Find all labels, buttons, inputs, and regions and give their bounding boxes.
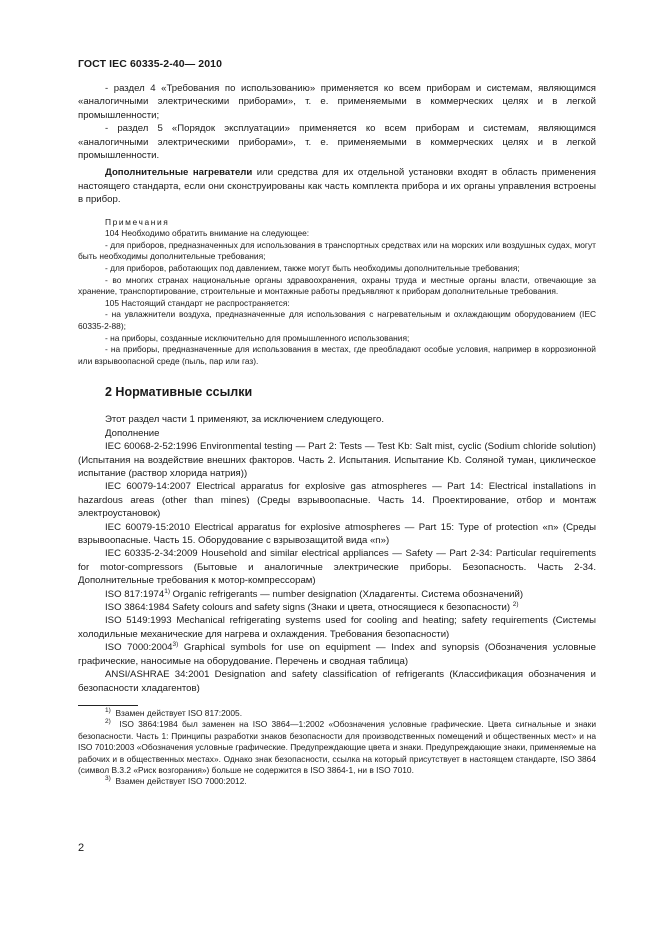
footnote: $^{2)}$ ISO 3864:1984 был заменен на ISO 3864—1:2002 «Обозначения условные графические. Цвета сигнальные и знаки безопасности. Часть 1: Принципы разработки знаков безопасности для производственных помещений и общественных мест» и на ISO 7010:2003 «Обозначения условные графические. Предупреждающие цвета и знаки. Предупреждающие знаки, применяемые на рабочих и в общественных местах». Однако знак безопасности, ссылка на который присутствует в настоящем стандарте, ISO 3864 (символ В.3.2 «Риск возгорания») больше не содержится в ISO 3864-1, ни в ISO 7010. (78, 718, 597, 775)
document-header: ГОСТ IEC 60335-2-40— 2010 (78, 58, 223, 70)
footnote-ref: 3) (172, 641, 179, 649)
section-intro: Этот раздел части 1 применяют, за исключением следующего. (105, 414, 385, 426)
reference-item: ISO 7000:2004$^{3)}$ Graphical symbols for use on equipment — Index and synopsis (Обозначения условные графические, наносимые на оборудование. Перечень и сводная таблица) (78, 641, 596, 667)
intro-paragraph-1: - раздел 4 «Требования по использованию» применяется ко всем приборам и системам, являющимся «аналогичными электрическими приборами», т. е. применяемыми в коммерческих целях и в легкой промышленности; (78, 83, 596, 121)
reference-item: IEC 60068-2-52:1996 Environmental testing — Part 2: Tests — Test Kb: Salt mist, cyclic (Sodium chloride solution) (Испытания на воздействие внешних факторов. Часть 2. Испытания. Испытание Kb. Соляной туман, циклическое испытание (раствор хлорида натрия)) (78, 441, 596, 479)
footnote-ref: 2) (512, 600, 519, 608)
reference-item: ISO 817:1974$^{1)}$ Organic refrigerants — number designation (Хладагенты. Система обозначений) (105, 587, 524, 600)
section-addition: Дополнение (105, 427, 160, 439)
note-line: - на увлажнители воздуха, предназначенные для использования с нагревательным и охлаждающим оборудованием (IEC 60335-2-88); (78, 309, 596, 331)
footnote-divider (78, 705, 138, 706)
note-line: - для приборов, предназначенных для использования в транспортных средствах или на морских или воздушных судах, могут быть необходимы дополнительные требования; (78, 239, 596, 262)
supplementary-heaters-paragraph (78, 166, 596, 206)
reference-item: IEC 60079-15:2010 Electrical apparatus for explosive atmospheres — Part 15: Type of protection «n» (Среды взрывоопасные. Часть 15. Оборудование с взрывозащитой вида «n») (78, 521, 596, 547)
intro-paragraph-2: - раздел 5 «Порядок эксплуатации» применяется ко всем приборам и системам, являющимся «аналогичными электрическими приборами», т. е. применяемыми в коммерческих целях и в легкой промышленности. (78, 123, 596, 162)
notes-block (78, 217, 596, 368)
supplementary-heaters-text: или средства для их отдельной установки входят в область применения настоящего стандарта, если они сконструированы как часть комплекта прибора и их органы управления встроены в прибор. (78, 167, 596, 206)
reference-item: ISO 3864:1984 Safety colours and safety signs (Знаки и цвета, относящиеся к безопасности) $^{2)}$ (105, 600, 519, 614)
page-number: 2 (78, 842, 85, 854)
note-line: - на приборы, созданные исключительно для промышленного использования; (105, 332, 410, 343)
section-title: 2 Нормативные ссылки (105, 385, 253, 400)
reference-item: IEC 60335-2-34:2009 Household and similar electrical appliances — Safety — Part 2-34: Particular requirements for motor-compressors (Бытовые и аналогичные электрические приборы. Безопасность. Часть 2-34. Дополнительные требования к мотор-компрессорам) (78, 548, 596, 587)
reference-item: IEC 60079-14:2007 Electrical apparatus for explosive gas atmospheres — Part 14: Electrical installations in hazardous areas (other than mines) (Среды взрывоопасные. Часть 14. Проектирование, отбор и монтаж электроустановок) (78, 481, 596, 520)
note-line: - во многих странах национальные органы здравоохранения, охраны труда и местные органы власти, отвечающие за хранение, транспортирование, строительные и монтажные работы предъявляют к приборам дополнительные требования. (78, 274, 596, 297)
supplementary-heaters-term: Дополнительные нагреватели (105, 167, 253, 179)
footnote-ref: 1) (164, 587, 170, 595)
reference-item: ANSI/ASHRAE 34:2001 Designation and safety classification of refrigerants (Классификация обозначения и безопасности хладагентов) (78, 669, 596, 694)
footnote: $^{3)}$ Взамен действует ISO 7000:2012. (105, 775, 247, 787)
notes-title: Примечания (105, 216, 170, 227)
note-line: - на приборы, предназначенные для использования в местах, где преобладают особые условия, например в коррозионной или взрывоопасной среде (пыль, пар или газ). (78, 344, 596, 366)
document-page (78, 58, 596, 788)
note-line: - для приборов, работающих под давлением, также могут быть необходимы дополнительные требования; (105, 263, 520, 274)
footnotes (78, 708, 596, 788)
note-line: 105 Настоящий стандарт не распространяется: (105, 297, 290, 308)
reference-item: ISO 5149:1993 Mechanical refrigerating systems used for cooling and heating; safety requirements (Системы холодильные механические для нагрева и охлаждения. Требования безопасности) (78, 615, 596, 640)
footnote: $^{1)}$ Взамен действует ISO 817:2005. (105, 707, 243, 718)
note-line: 104 Необходимо обратить внимание на следующее: (105, 228, 310, 239)
